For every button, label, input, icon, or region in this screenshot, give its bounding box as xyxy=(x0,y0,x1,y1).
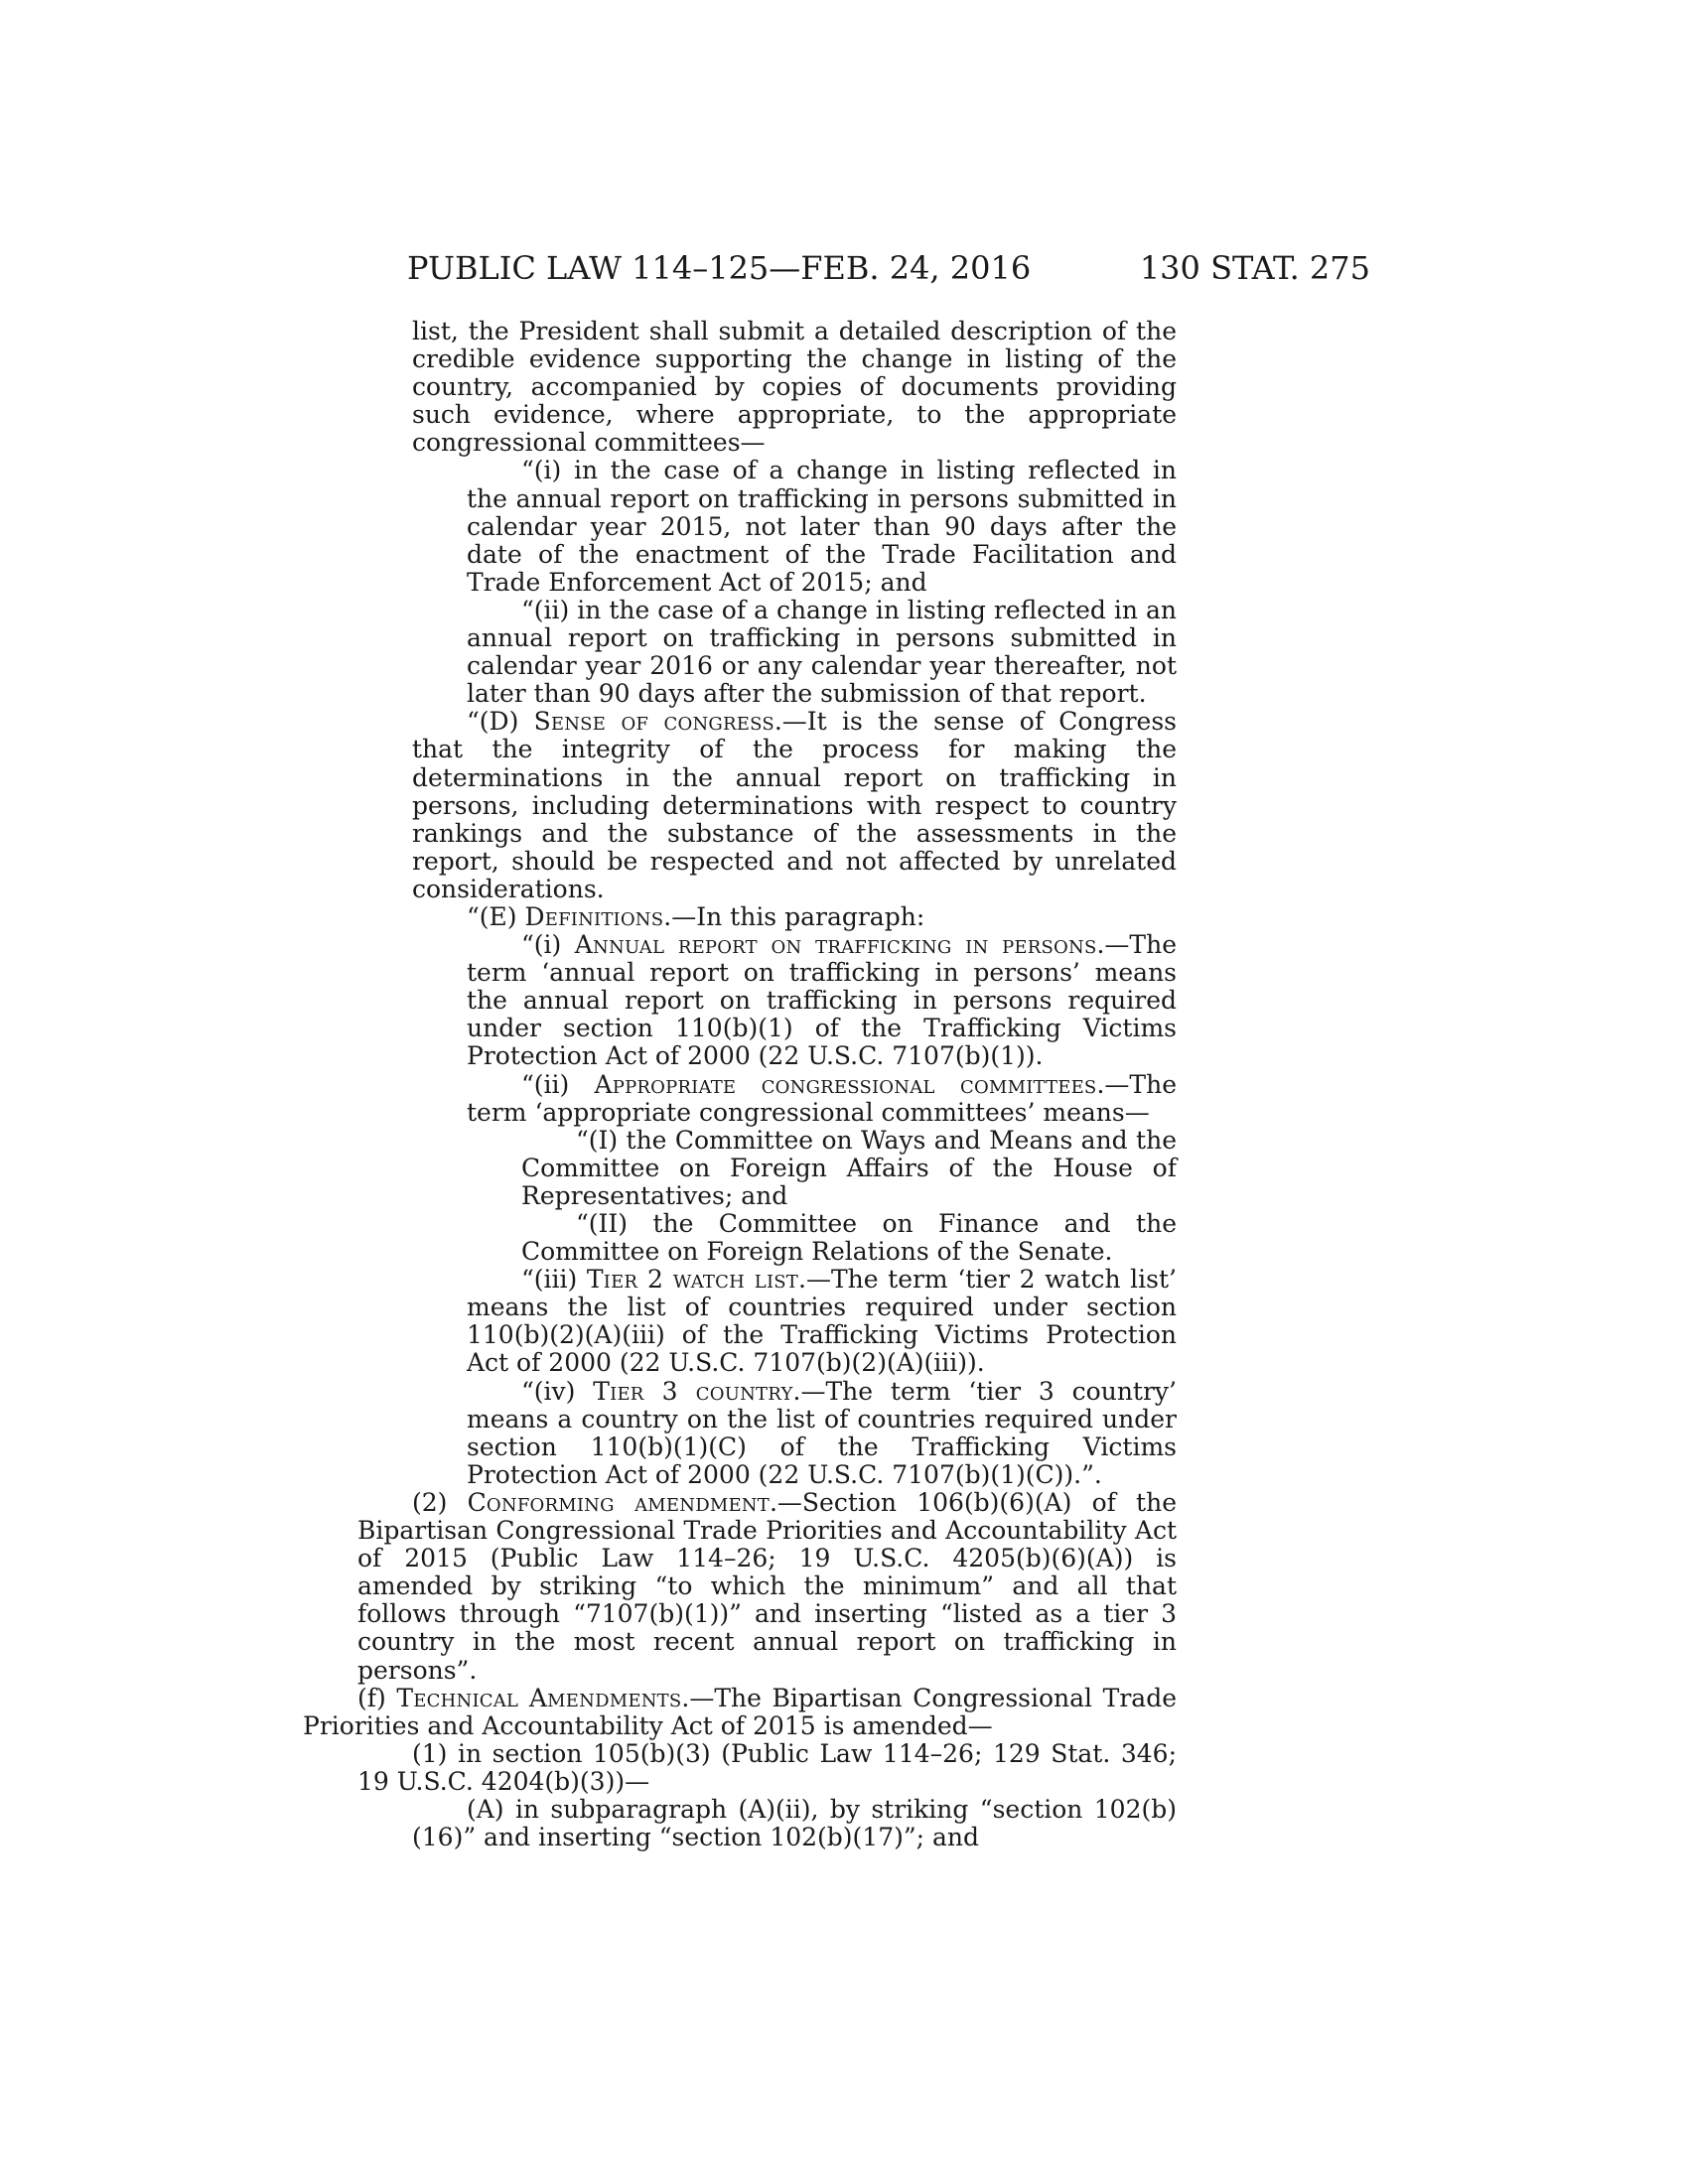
subsection-marker: (f) xyxy=(357,1683,397,1712)
definition-heading: Tier 2 watch list xyxy=(586,1265,799,1295)
statute-text xyxy=(303,318,1177,1851)
definition-annual-report xyxy=(467,931,1177,1070)
section-heading: Sense of congress xyxy=(533,707,774,737)
definition-heading: Annual report on trafficking in persons xyxy=(574,930,1097,960)
clause-marker: “(iv) xyxy=(521,1376,594,1406)
definition-text: .—The term ‘tier 3 country’ means a country on the list of countries required under section 110(b)(1)(C) of the Trafficking Victims Protection Act of 2000 (22 U.S.C. 7107(b)(1)(C)).”. xyxy=(467,1376,1177,1489)
clause-marker: “(iii) xyxy=(521,1265,587,1295)
subsection-heading: Technical Amendments xyxy=(396,1683,682,1712)
paragraph-continuation: list, the President shall submit a detailed description of the credible evidence supporting the change in listing of the country, accompanied by copies of documents providing such evidence, where appropriate, to the appropriate congressional committees— xyxy=(412,317,1177,458)
definition-heading: Tier 3 country xyxy=(593,1376,793,1406)
statute-page-number: 130 STAT. 275 xyxy=(1139,249,1370,287)
paragraph-heading: Conforming amendment xyxy=(467,1487,770,1517)
definition-text: .—The term ‘tier 2 watch list’ means the list of countries required under section 110(b)(2)(A)(iii) of the Trafficking Victims Protection Act of 2000 (22 U.S.C. 7107(b)(2)(A)(iii)). xyxy=(467,1265,1177,1378)
paragraph-2-conforming-amendment xyxy=(357,1489,1177,1685)
subparagraph-marker: “(D) xyxy=(467,707,534,737)
paragraph-text: .—Section 106(b)(6)(A) of the Bipartisan Congressional Trade Priorities and Accountability Act of 2015 (Public Law 114–26; 19 U.S.C. 4205(b)(6)(A)) is amended by striking “to which the minimum” and all that follows through “7107(b)(1))” and inserting “listed as a tier 3 country in the most recent annual report on trafficking in persons”. xyxy=(357,1487,1177,1685)
clause-marker: “(ii) xyxy=(521,1069,595,1099)
subparagraph-text: .—It is the sense of Congress that the integrity of the process for making the determinations in the annual report on trafficking in persons, including determinations with respect to country rankings and the substance of the assessments in the report, should be respected and not affected by unrelated considerations. xyxy=(412,707,1177,903)
subparagraph-d-sense-of-congress xyxy=(412,708,1177,903)
subparagraph-text: .—In this paragraph: xyxy=(663,901,925,931)
definition-text: .—The term ‘appropriate congressional committees’ means— xyxy=(467,1069,1177,1127)
section-heading: Definitions xyxy=(524,901,664,931)
subparagraph-a-amendment: (A) in subparagraph (A)(ii), by striking “section 102(b)(16)” and inserting “section 102(b)(17)”; and xyxy=(412,1794,1177,1852)
subclause-ii-senate: “(II) the Committee on Finance and the Committee on Foreign Relations of the Senate. xyxy=(521,1209,1177,1267)
definition-appropriate-committees xyxy=(467,1071,1177,1127)
clause-marker: “(i) xyxy=(521,930,575,960)
definition-tier-2-watch-list xyxy=(467,1266,1177,1377)
clause-i-2015: “(i) in the case of a change in listing reflected in the annual report on trafficking in persons submitted in calendar year 2015, not later than 90 days after the date of the enactment of the Trade Facilitation and Trade Enforcement Act of 2015; and xyxy=(467,456,1177,597)
subparagraph-e-definitions xyxy=(412,903,1177,931)
public-law-citation: PUBLIC LAW 114–125—FEB. 24, 2016 xyxy=(407,249,1032,287)
page-header xyxy=(407,248,1370,288)
definition-tier-3-country xyxy=(467,1378,1177,1489)
subsection-text: .—The Bipartisan Congressional Trade Priorities and Accountability Act of 2015 is amended— xyxy=(303,1683,1177,1740)
subsection-f-technical-amendments xyxy=(303,1685,1177,1740)
subclause-i-house: “(I) the Committee on Ways and Means and the Committee on Foreign Affairs of the House of Representatives; and xyxy=(521,1125,1177,1210)
paragraph-1-section-105: (1) in section 105(b)(3) (Public Law 114–26; 129 Stat. 346; 19 U.S.C. 4204(b)(3))— xyxy=(357,1738,1177,1796)
definition-text: .—The term ‘annual report on trafficking in persons’ means the annual report on trafficking in persons required under section 110(b)(1) of the Trafficking Victims Protection Act of 2000 (22 U.S.C. 7107(b)(1)). xyxy=(467,930,1178,1071)
clause-ii-2016: “(ii) in the case of a change in listing reflected in an annual report on trafficking in persons submitted in calendar year 2016 or any calendar year thereafter, not later than 90 days after the submission of that report. xyxy=(467,595,1177,709)
definition-heading: Appropriate congressional committees xyxy=(594,1069,1097,1099)
paragraph-marker: (2) xyxy=(412,1487,468,1517)
subparagraph-marker: “(E) xyxy=(467,901,525,931)
